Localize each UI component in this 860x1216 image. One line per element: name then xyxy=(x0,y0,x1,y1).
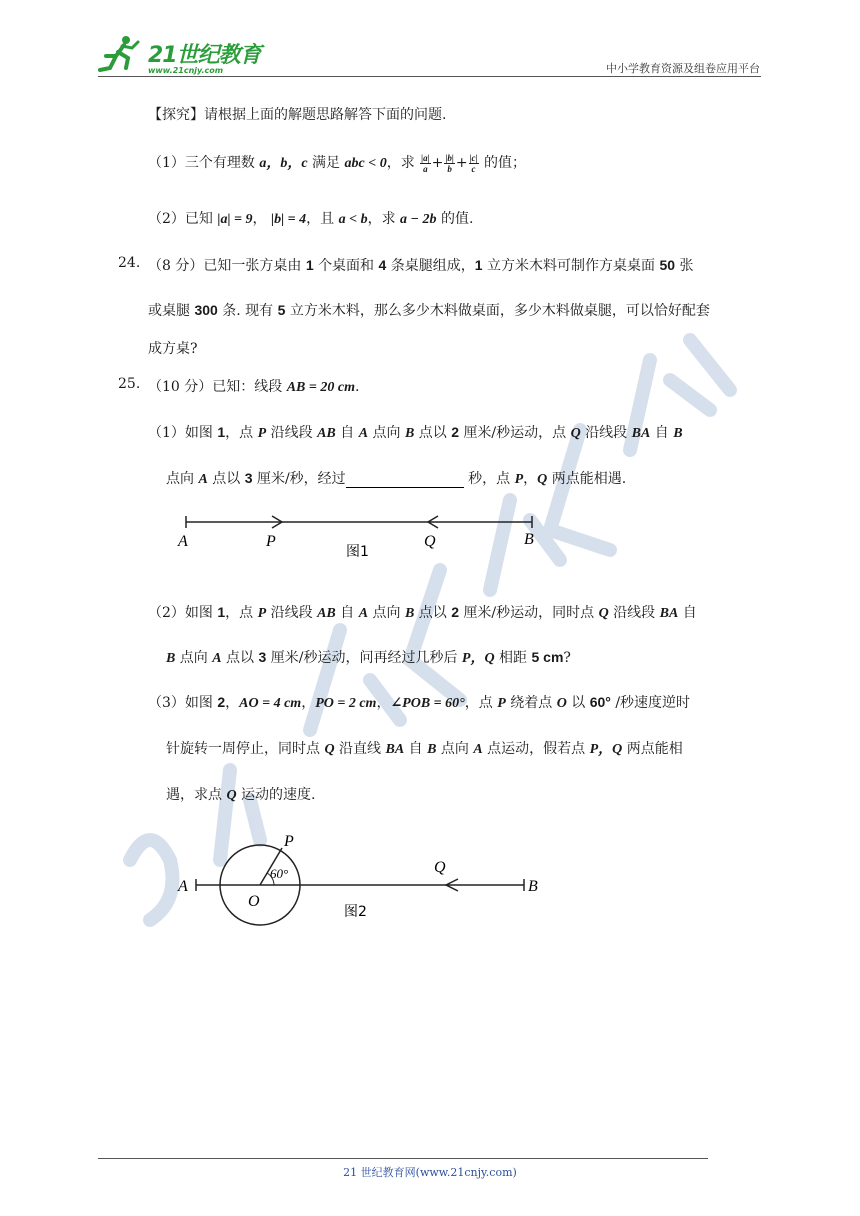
q25-text: 点以 xyxy=(418,425,447,441)
q25-text: 相距 xyxy=(499,650,528,666)
q25-text: 两点能相 xyxy=(626,741,683,757)
q25-text: ，点 xyxy=(464,695,493,711)
fig1-label-b: B xyxy=(524,531,534,548)
q25-var: AB xyxy=(317,606,336,621)
q25-text: 遇，求点 xyxy=(166,787,222,803)
explore-q1-cond: abc < 0 xyxy=(344,156,387,171)
q25-text: ，点 xyxy=(225,425,254,441)
q24-num: 1 xyxy=(305,257,314,273)
fraction-a-num: |a| xyxy=(421,152,430,163)
q25-text: 绕着点 xyxy=(510,695,553,711)
q25-text: 厘米/秒运动，问再经过几秒后 xyxy=(270,650,458,666)
runner-logo-icon xyxy=(96,34,146,74)
explore-q2-ask: ，求 xyxy=(367,211,396,227)
plus-sign: + xyxy=(431,155,444,171)
explore-q1-prefix: （1）三个有理数 xyxy=(148,155,255,171)
explore-q2-suffix: 的值. xyxy=(440,211,474,227)
fraction-a xyxy=(420,153,430,174)
explore-q2-c3: a < b xyxy=(338,212,368,227)
footer-divider xyxy=(98,1158,708,1159)
q25-num: 60° xyxy=(589,694,611,710)
fig1-label-q: Q xyxy=(424,533,436,550)
q24-text: 立方米木料可制作方桌桌面 xyxy=(487,258,656,274)
fig1-caption: 图1 xyxy=(346,544,369,560)
q25-intro xyxy=(148,376,359,396)
q25-text: ， xyxy=(376,695,391,711)
explore-q2-prefix: （2）已知 xyxy=(148,211,213,227)
explore-q2-c2: |b| = 4 xyxy=(270,212,307,227)
q25-text: 沿线段 xyxy=(613,605,656,621)
q25-text: （2）如图 xyxy=(148,605,213,621)
q25-var: P xyxy=(257,426,267,441)
q25-text: 点向 xyxy=(372,425,401,441)
fig2-caption: 图2 xyxy=(344,904,367,920)
q25-var: Q xyxy=(598,606,609,621)
q25-fig-ref: 2 xyxy=(217,694,226,710)
explore-q2-sep: ， xyxy=(252,211,267,227)
header-platform-text: 中小学教育资源及组卷应用平台 xyxy=(606,62,760,75)
footer-text[interactable]: 21 世纪教育网(www.21cnjy.com) xyxy=(343,1166,517,1179)
fig1-label-p: P xyxy=(266,533,276,550)
explore-q2-expr: a − 2b xyxy=(400,212,437,227)
fraction-b xyxy=(444,153,454,174)
q25-p3-line2 xyxy=(166,738,683,758)
q24-num: 4 xyxy=(378,257,387,273)
figure-2 xyxy=(170,828,560,928)
q25-text: 自 xyxy=(408,741,423,757)
q24-line2 xyxy=(148,300,710,320)
q25-num: 3 xyxy=(258,649,267,665)
q25-text: 沿线段 xyxy=(270,425,313,441)
q25-text: 以 xyxy=(571,695,586,711)
explore-q2-c1: |a| = 9 xyxy=(217,212,253,227)
q25-number: 25. xyxy=(118,376,141,392)
q25-fig-ref: 1 xyxy=(217,604,226,620)
q25-text: ， xyxy=(225,695,240,711)
q25-var: AO = 4 cm xyxy=(239,696,302,711)
fraction-c-den: c xyxy=(471,163,476,174)
q25-var: B xyxy=(404,606,415,621)
q25-text: ，点 xyxy=(225,605,254,621)
q24-num: 300 xyxy=(194,302,218,318)
q25-text: 自 xyxy=(682,605,697,621)
header-divider xyxy=(98,76,761,77)
q25-var: P xyxy=(257,606,267,621)
explore-q2-mid: ，且 xyxy=(306,211,335,227)
q25-var: P，Q xyxy=(461,651,495,666)
q24-number: 24. xyxy=(118,255,141,271)
q25-num: 5 cm xyxy=(531,649,564,665)
q25-text: 点向 xyxy=(166,471,194,487)
q25-text: 秒，点 xyxy=(468,471,511,487)
answer-blank[interactable] xyxy=(346,473,464,488)
q25-var: Q xyxy=(324,742,335,757)
q25-text: 点向 xyxy=(440,741,469,757)
fig1-label-a: A xyxy=(178,533,188,550)
q25-p1-line1 xyxy=(148,422,683,442)
q25-p3-line1 xyxy=(148,692,690,712)
q24-text: 个桌面和 xyxy=(318,258,375,274)
q24-text: 或桌腿 xyxy=(148,303,190,319)
q25-p1-line2 xyxy=(166,468,626,488)
figure-1 xyxy=(170,510,570,570)
q24-text: 张 xyxy=(679,258,694,274)
q25-text: （3）如图 xyxy=(148,695,213,711)
q24-text: 条桌腿组成， xyxy=(390,258,475,274)
fraction-c xyxy=(469,153,479,174)
q25-var: A xyxy=(358,426,369,441)
q24-num: 1 xyxy=(474,257,483,273)
fig2-label-o: O xyxy=(248,893,260,910)
q25-var: B xyxy=(673,426,683,441)
q25-text: 点运动，假若点 xyxy=(487,741,586,757)
fig2-label-a: A xyxy=(178,878,188,895)
q25-var: A xyxy=(198,472,208,487)
q25-var: Q xyxy=(537,472,548,487)
q25-num: 3 xyxy=(244,470,253,486)
q25-var: A xyxy=(358,606,369,621)
logo-url: www.21cnjy.com xyxy=(148,66,224,75)
q25-var: PO = 2 cm xyxy=(315,696,377,711)
q25-var: BA xyxy=(659,606,679,621)
q25-text: ， xyxy=(523,471,538,487)
q25-num: 2 xyxy=(451,424,459,440)
q25-text: 沿直线 xyxy=(339,741,382,757)
q25-text: 厘米/秒运动，点 xyxy=(463,425,567,441)
q25-num: 2 xyxy=(451,604,459,620)
fraction-a-den: a xyxy=(423,163,428,174)
explore-title: 【探究】请根据上面的解题思路解答下面的问题. xyxy=(148,107,447,123)
q25-text: ， xyxy=(301,695,316,711)
fraction-b-num: |b| xyxy=(445,152,454,163)
q25-text: 点向 xyxy=(179,650,208,666)
q25-var: BA xyxy=(385,742,405,757)
q25-text: /秒速度逆时 xyxy=(615,695,691,711)
logo-text: 21世纪教育 xyxy=(148,43,261,68)
q25-text: 自 xyxy=(340,605,355,621)
q25-var: B xyxy=(166,651,176,666)
q24-line3: 成方桌? xyxy=(148,341,198,357)
q25-text: 沿线段 xyxy=(585,425,628,441)
q25-fig-ref: 1 xyxy=(217,424,226,440)
q25-text: （1）如图 xyxy=(148,425,213,441)
q25-var: B xyxy=(427,742,437,757)
q25-var: O xyxy=(556,696,567,711)
explore-q1-suffix: 的值； xyxy=(483,155,526,171)
q25-var: Q xyxy=(570,426,581,441)
q24-text: 条. 现有 xyxy=(222,303,274,319)
fig2-label-q: Q xyxy=(434,859,446,876)
explore-q1 xyxy=(148,152,526,174)
fig2-label-p: P xyxy=(284,833,294,850)
q24-line1 xyxy=(148,255,694,275)
q25-p2-line2 xyxy=(166,647,571,667)
q25-text: 点以 xyxy=(226,650,255,666)
q25-text: 针旋转一周停止，同时点 xyxy=(166,741,320,757)
q24-text: 立方米木料，那么多少木料做桌面，多少木料做桌腿，可以恰好配套 xyxy=(289,303,710,319)
q25-var: A xyxy=(473,742,483,757)
q24-num: 50 xyxy=(659,257,676,273)
q25-var: AB xyxy=(317,426,336,441)
q25-text: 两点能相遇. xyxy=(551,471,627,487)
q25-segment: AB = 20 cm xyxy=(286,380,355,395)
q25-text: 点以 xyxy=(418,605,447,621)
q25-var: A xyxy=(212,651,222,666)
q25-text: 厘米/秒运动，同时点 xyxy=(463,605,595,621)
plus-sign: + xyxy=(455,155,468,171)
q25-var: Q xyxy=(226,788,237,803)
explore-q1-cond-word: 满足 xyxy=(312,155,341,171)
q25-var: P xyxy=(497,696,506,711)
q25-text: 厘米/秒，经过 xyxy=(256,471,346,487)
q25-p3-line3 xyxy=(166,784,315,804)
fig2-label-b: B xyxy=(528,878,538,895)
q24-num: 5 xyxy=(277,302,286,318)
explore-q1-vars: a，b，c xyxy=(259,156,308,171)
q25-text: 点以 xyxy=(212,471,241,487)
fraction-b-den: b xyxy=(447,163,452,174)
q25-var: BA xyxy=(631,426,651,441)
q25-var: P xyxy=(514,472,524,487)
q25-text: 沿线段 xyxy=(270,605,313,621)
q25-text: 自 xyxy=(654,425,669,441)
q25-text: 运动的速度. xyxy=(241,787,316,803)
q25-var: P，Q xyxy=(589,742,623,757)
fig2-label-angle: 60° xyxy=(270,866,289,881)
explore-q1-ask: ，求 xyxy=(386,155,415,171)
q25-p2-line1 xyxy=(148,602,697,622)
q25-var: ∠POB = 60° xyxy=(390,696,465,711)
q25-text: 自 xyxy=(340,425,355,441)
fraction-c-num: |c| xyxy=(469,152,478,163)
q25-var: B xyxy=(404,426,415,441)
q24-text: （8 分）已知一张方桌由 xyxy=(148,258,302,274)
q25-dot: . xyxy=(354,379,360,395)
q25-intro-text: （10 分）已知：线段 xyxy=(148,379,283,395)
explore-q2 xyxy=(148,208,473,228)
q25-text: ? xyxy=(563,650,571,666)
q25-text: 点向 xyxy=(372,605,401,621)
